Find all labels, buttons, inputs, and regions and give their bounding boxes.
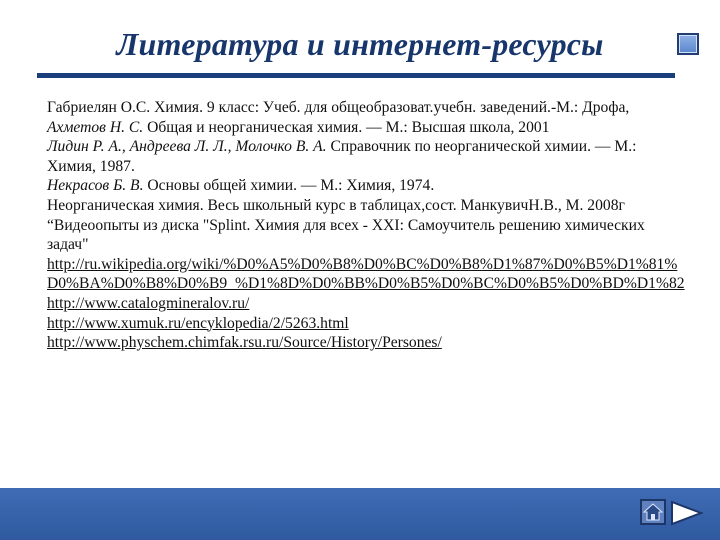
page-title: Литература и интернет-ресурсы <box>116 26 604 62</box>
reference-text: Справочник по неорганической химии. — М.: Химия, 1987. <box>47 138 637 175</box>
reference-list <box>47 98 687 353</box>
square-icon <box>677 33 699 55</box>
reference-item <box>47 137 687 176</box>
reference-text: Неорганическая химия. Весь школьный курс в таблицах,сост. МанкувичН.В., М. 2008г <box>47 196 625 214</box>
wikipedia-link[interactable]: http://ru.wikipedia.org/wiki/%D0%A5%D0%B8%D0%BC%D0%B8%D1%87%D0%B5%D1%81%D0%BA%D0%B8%D0%B9_%D1%8D%D0%BB%D0%B5%D0%BC%D0%B5%D0%BD%D1%82 <box>47 255 685 293</box>
reference-author: Ахметов Н. С. <box>47 118 144 136</box>
reference-author: Лидин Р. А., Андреева Л. Л., Молочко В. А. <box>47 138 327 156</box>
xumuk-link[interactable]: http://www.xumuk.ru/encyklopedia/2/5263.html <box>47 314 349 332</box>
reference-text: Общая и неорганическая химия. — М.: Высшая школа, 2001 <box>143 118 550 136</box>
reference-item <box>47 176 687 196</box>
next-button[interactable] <box>670 499 704 527</box>
footer-bar <box>0 488 720 540</box>
reference-author: Некрасов Б. В. <box>47 177 144 195</box>
catalogmineralov-link[interactable]: http://www.catalogmineralov.ru/ <box>47 294 250 312</box>
link-item <box>47 255 687 294</box>
reference-text: Габриелян О.С. Химия. 9 класс: Учеб. для общеобразоват.учебн. заведений.-М.: Дрофа, <box>47 99 630 116</box>
physchem-link[interactable]: http://www.physchem.chimfak.rsu.ru/Source/History/Persones/ <box>47 334 442 352</box>
reference-text: “Видеоопыты из диска "Splint. Химия для всех - XXI: Самоучитель решению химических задач" <box>47 216 645 254</box>
reference-item <box>47 98 687 118</box>
reference-item <box>47 216 687 255</box>
link-item <box>47 314 687 334</box>
reference-text: Основы общей химии. — М.: Химия, 1974. <box>143 177 435 195</box>
reference-item <box>47 118 687 138</box>
home-button[interactable] <box>640 499 666 525</box>
link-item <box>47 294 687 314</box>
arrow-right-icon <box>672 502 701 524</box>
link-item <box>47 333 687 353</box>
title-divider <box>37 73 675 78</box>
reference-item <box>47 196 687 216</box>
home-icon <box>642 501 664 523</box>
